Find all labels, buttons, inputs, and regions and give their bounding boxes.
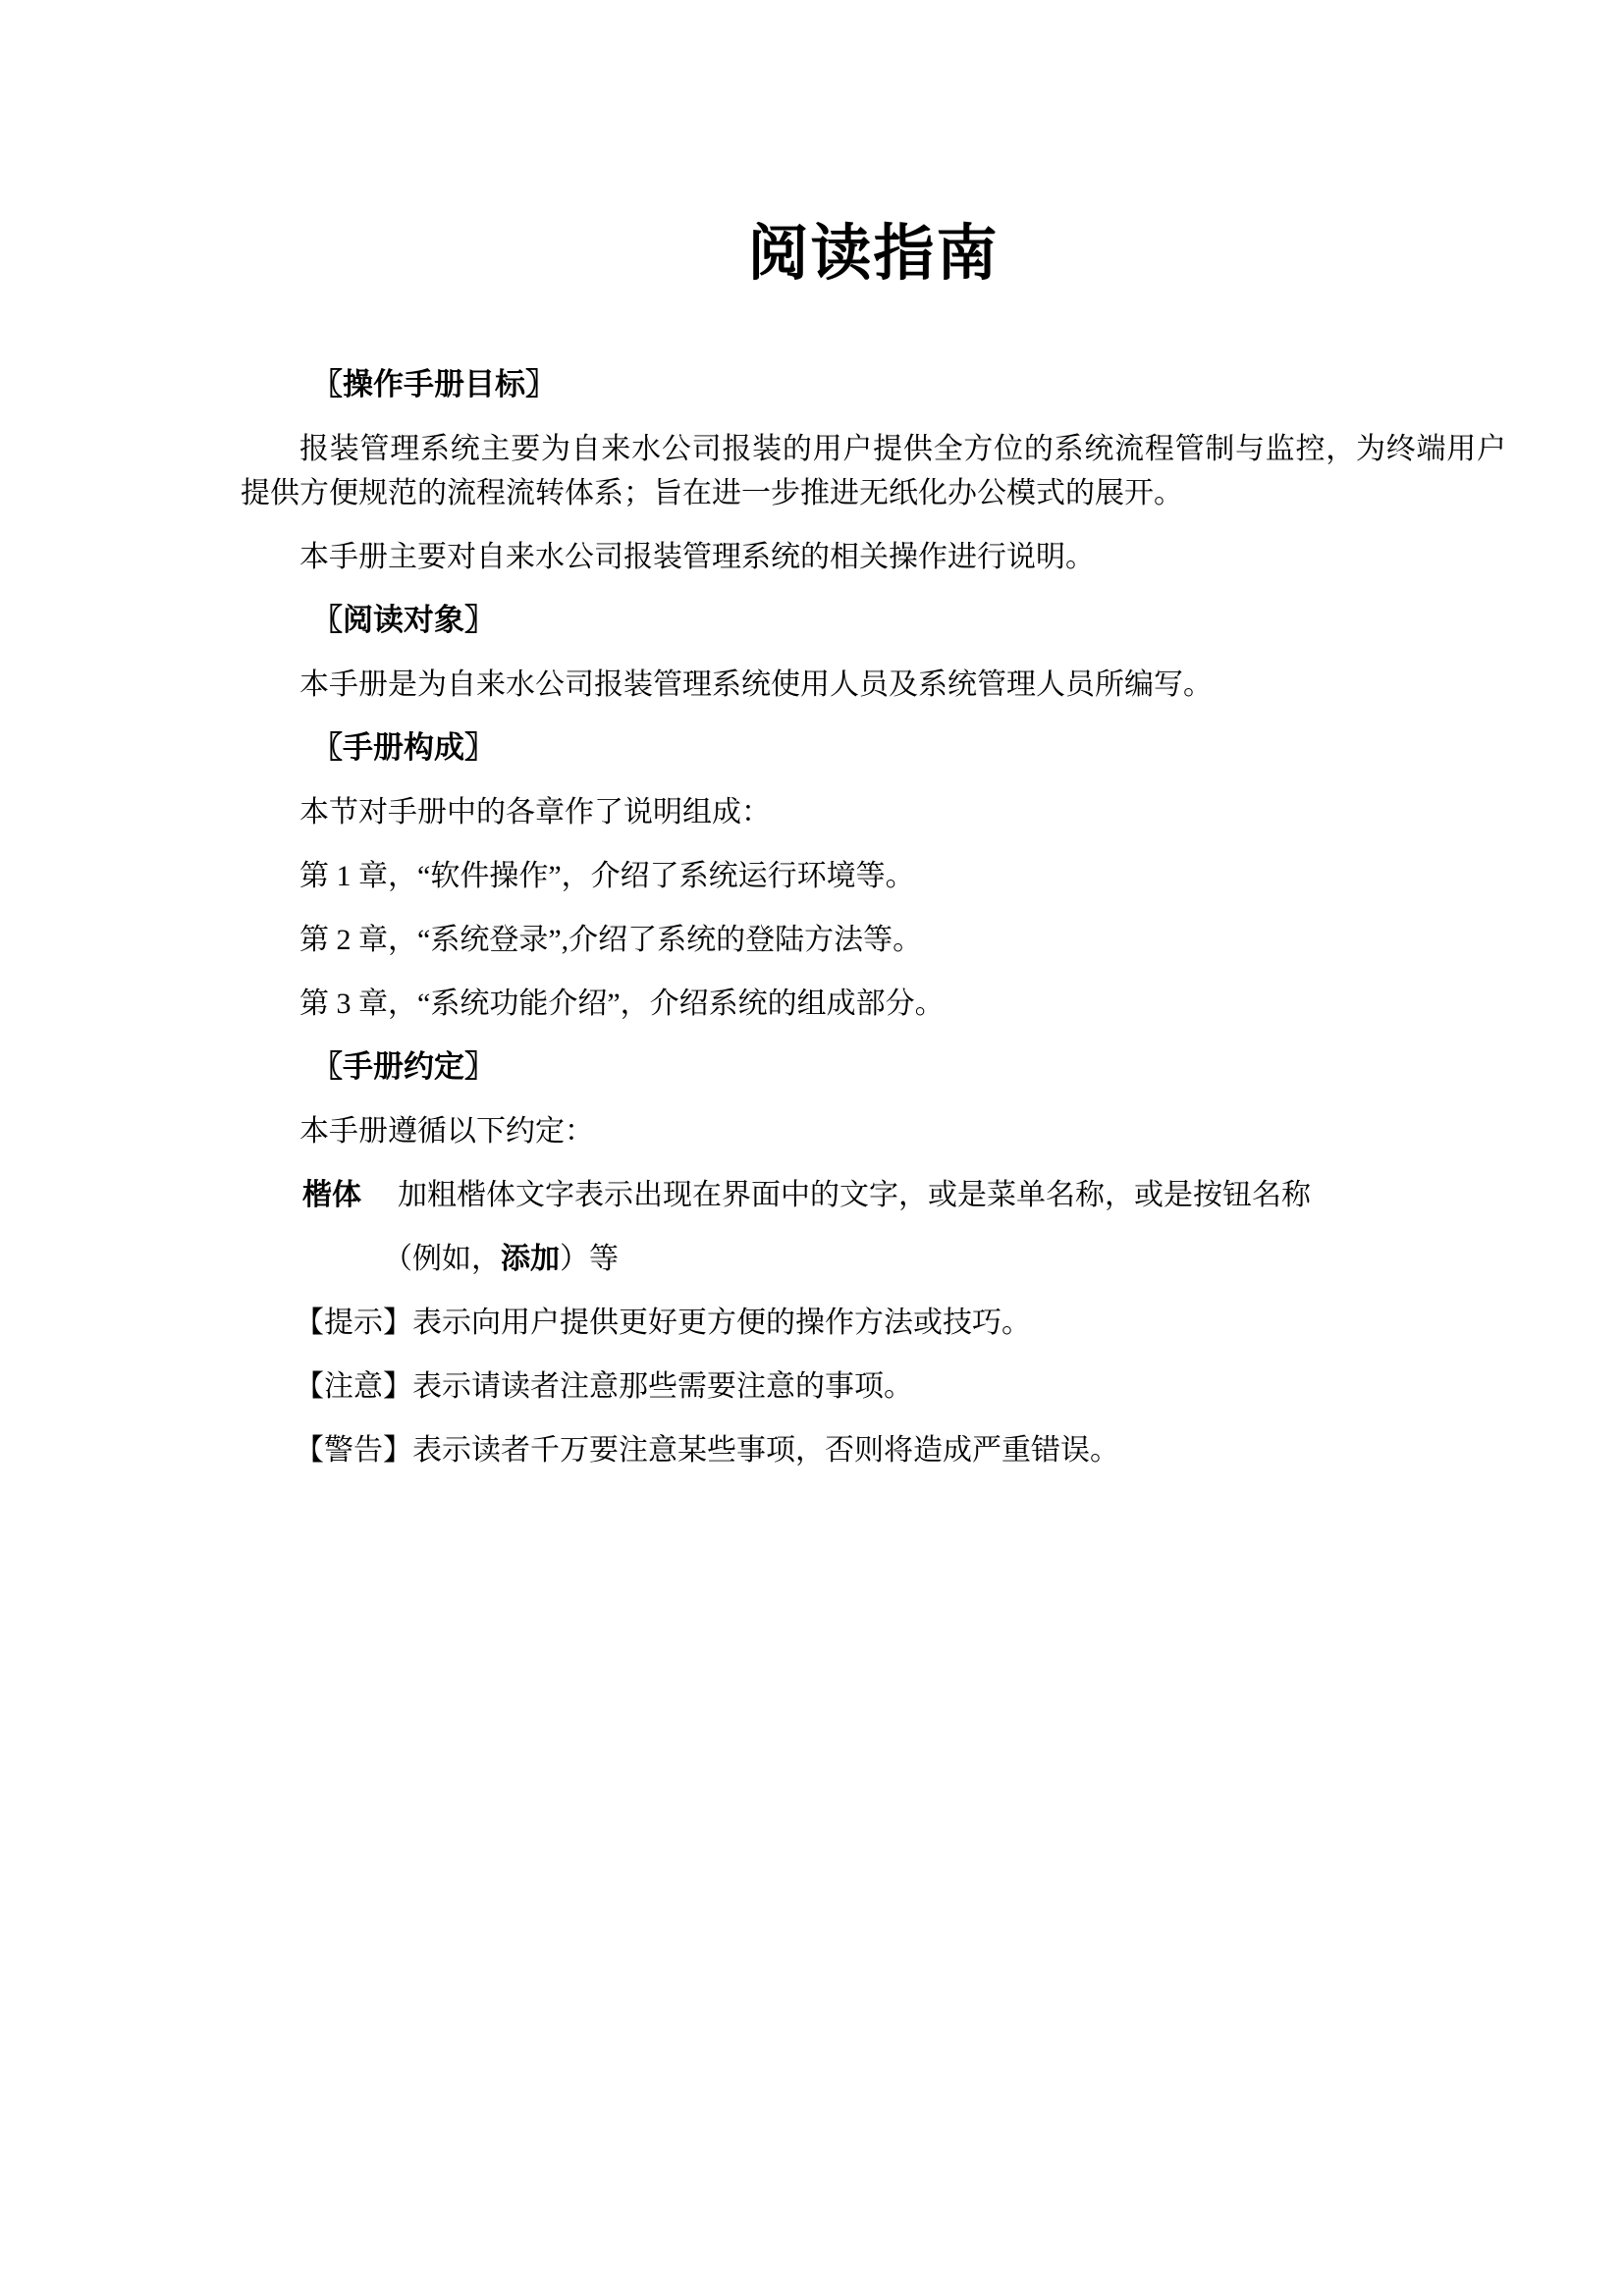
section-heading-manual-goal: 〖操作手册目标〗 [312,367,556,402]
convention-example-suffix: ）等 [560,1243,619,1275]
paragraph-chapter-1: 第 1 章，“软件操作”，介绍了系统运行环境等。 [299,860,915,892]
section-heading-audience: 〖阅读对象〗 [312,603,495,638]
convention-term: 楷体 [302,1178,361,1212]
section-heading-conventions: 〖手册约定〗 [312,1049,495,1085]
note-warning-label: 【警告】 [295,1434,412,1467]
paragraph-audience: 本手册是为自来水公司报装管理系统使用人员及系统管理人员所编写。 [299,668,1213,701]
convention-example-bold-term: 添加 [501,1242,560,1276]
note-caution-text: 表示请读者注意那些需要注意的事项。 [412,1370,913,1403]
paragraph-chapter-3: 第 3 章，“系统功能介绍”，介绍系统的组成部分。 [299,988,945,1020]
note-tip-text: 表示向用户提供更好更方便的操作方法或技巧。 [412,1307,1031,1339]
paragraph-structure-intro: 本节对手册中的各章作了说明组成： [299,796,771,828]
paragraph-system-overview: 报装管理系统主要为自来水公司报装的用户提供全方位的系统流程管制与监控，为终端用户提供方便规范的流程流转体系；旨在进一步推进无纸化办公模式的展开。 [241,433,1506,509]
section-heading-structure: 〖手册构成〗 [312,730,495,766]
note-caution [295,1364,1506,1409]
paragraph-manual-purpose: 本手册主要对自来水公司报装管理系统的相关操作进行说明。 [299,541,1095,573]
note-caution-label: 【注意】 [295,1370,412,1403]
convention-row [302,1173,1506,1217]
paragraph-chapter-2: 第 2 章，“系统登录”,介绍了系统的登陆方法等。 [299,924,923,956]
note-warning [295,1428,1506,1472]
convention-definition: 加粗楷体文字表示出现在界面中的文字，或是菜单名称，或是按钮名称 [398,1179,1311,1211]
note-tip-label: 【提示】 [295,1307,412,1339]
note-warning-text: 表示读者千万要注意某些事项，否则将造成严重错误。 [412,1434,1119,1467]
convention-example-prefix: （例如， [383,1243,501,1275]
paragraph-conventions-intro: 本手册遵循以下约定： [299,1115,594,1148]
note-tip [295,1301,1506,1345]
convention-example [383,1237,1506,1281]
page-title: 阅读指南 [747,221,1000,288]
